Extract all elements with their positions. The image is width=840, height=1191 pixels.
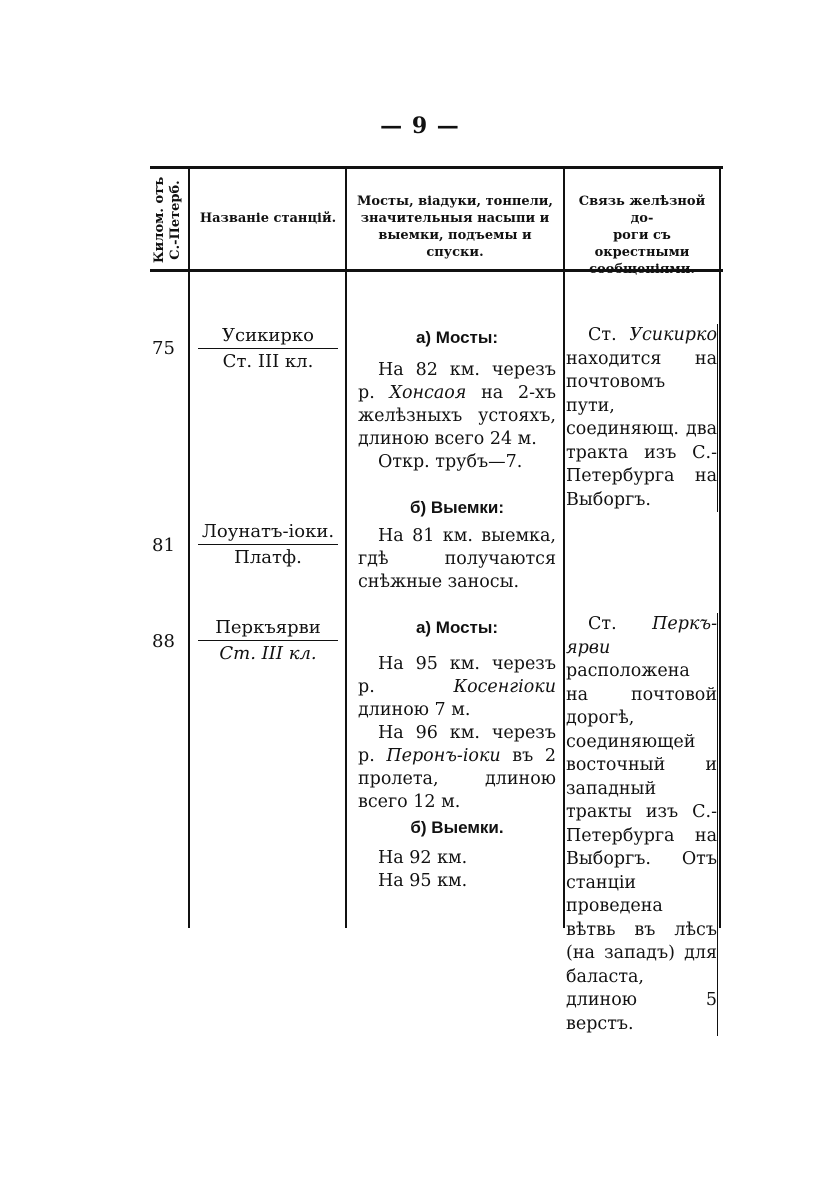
station-cell <box>192 520 344 569</box>
header-links: Связь желѣзной до- роги съ окрестными сообщеніями. <box>578 194 706 277</box>
station-name: Лоунатъ-іоки. <box>198 520 338 545</box>
header-km: Килом. отъ С.-Петерб. <box>152 176 183 264</box>
column-divider-4 <box>719 168 721 928</box>
station-name: Перкъярви <box>198 616 338 641</box>
station-class: Платф. <box>234 547 302 568</box>
row-km: 75 <box>152 338 175 359</box>
bridge-entry: На 96 км. черезъ р. Перонъ-іоки въ 2 пролета, длиною всего 12 м. <box>358 723 556 812</box>
station-class: Ст. III кл. <box>219 643 317 664</box>
structures-cell <box>358 616 556 893</box>
cuts-title: б) Выемки: <box>409 498 505 517</box>
row-km: 88 <box>152 631 175 652</box>
station-cell <box>192 616 344 665</box>
cuts-title: б) Выемки. <box>410 818 504 837</box>
link-cell: Ст. Усикирко находится на почтовомъ пути, соединяющ. два тракта изъ С.-Петербурга на Выборгъ. <box>566 324 718 512</box>
page-number: — 9 — <box>380 113 460 139</box>
header-structures: Мосты, віадуки, тонпели, значительныя насыпи и выемки, подъемы и спуски. <box>357 194 553 260</box>
station-name: Усикирко <box>198 324 338 349</box>
table-top-rule <box>150 166 723 169</box>
station-class: Ст. III кл. <box>222 351 314 372</box>
pipes-entry: Откр. трубъ—7. <box>378 452 523 472</box>
row-km: 81 <box>152 535 175 556</box>
bridge-entry: На 82 км. черезъ р. Хонсаоя на 2-хъ желѣзныхъ устояхъ, длиною всего 24 м. <box>358 360 556 449</box>
bridges-title: а) Мосты: <box>415 618 499 637</box>
column-divider-1 <box>188 168 190 928</box>
station-cell <box>192 324 344 373</box>
bridge-entry: На 95 км. черезъ р. Косенгіоки длиною 7 м. <box>358 654 556 720</box>
structures-cell <box>358 326 556 519</box>
cut-entry: На 92 км. <box>378 848 468 868</box>
link-cell: Ст. Перкъ-ярви расположена на почтовой дорогѣ, соединяющей восточный и западный тракты изъ С.-Петербурга на Выборгъ. Отъ станціи проведена вѣтвь въ лѣсъ (на западъ) для баласта, длиною 5 верстъ. <box>566 613 718 1036</box>
column-divider-3 <box>563 168 565 928</box>
header-station: Названіе станцій. <box>199 211 337 226</box>
structures-cell <box>358 525 556 594</box>
cut-entry: На 95 км. <box>378 871 468 891</box>
cut-entry: На 81 км. выемка, гдѣ получаются снѣжные заносы. <box>358 526 556 592</box>
column-divider-2 <box>345 168 347 928</box>
bridges-title: а) Мосты: <box>415 328 499 347</box>
